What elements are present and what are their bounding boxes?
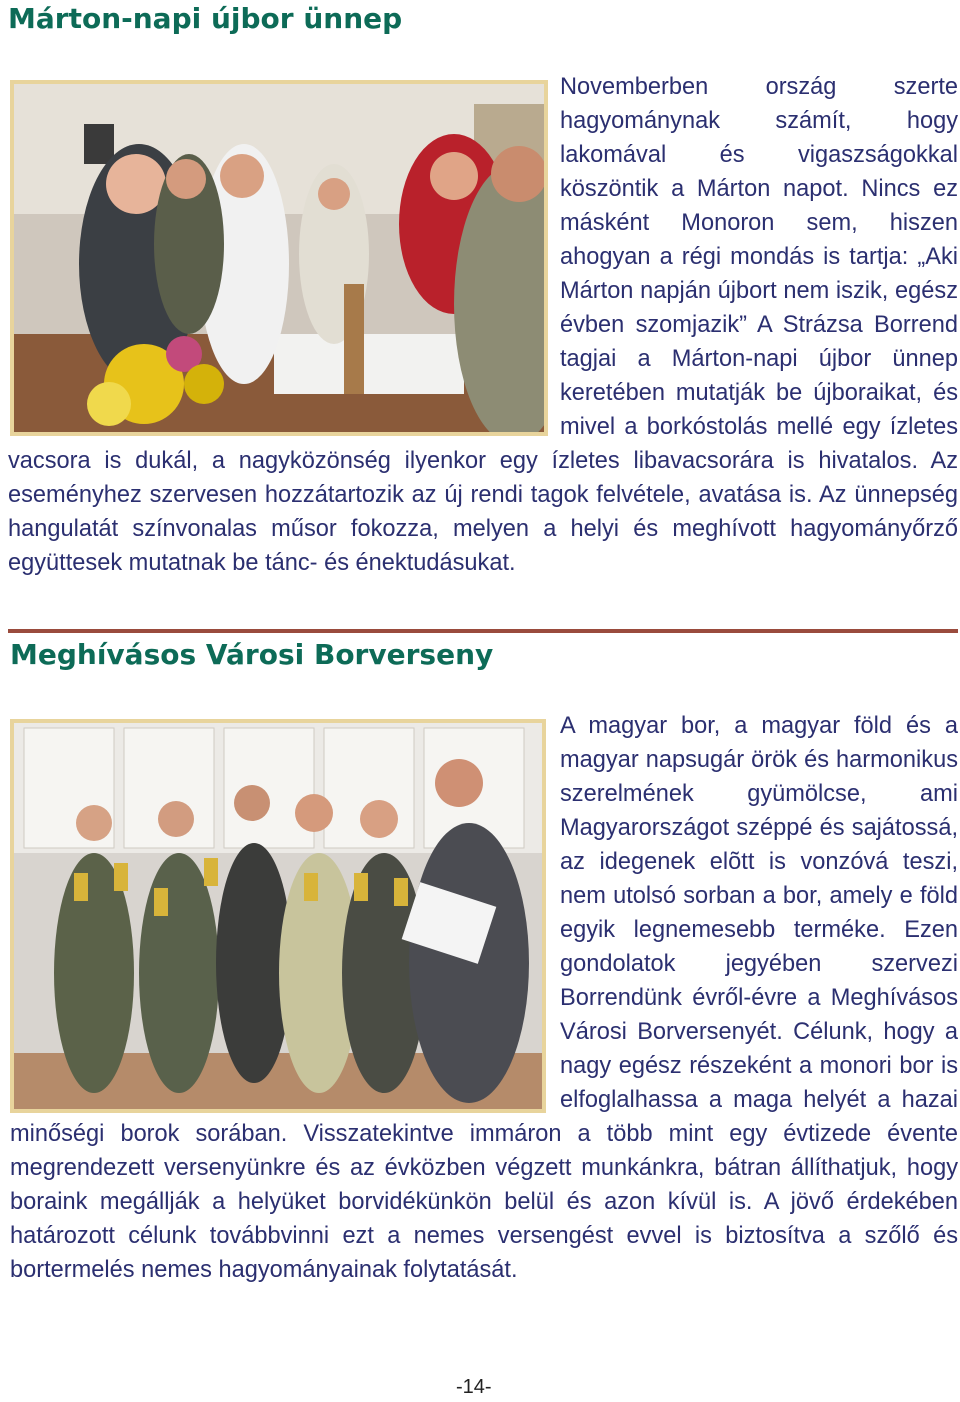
article-body-marton-nap <box>8 70 958 580</box>
article-body-marton-nap-text: Novemberben ország szerte hagyománynak számít, hogy lakomával és vigaszságokkal köszöntik a Márton napot. Nincs ez másként Monoron sem, hiszen ahogyan a régi mondás is tartja: „Aki Márton napján újbort nem iszik, egész évben szomjazik” A Strázsa Borrend tagjai a Márton-napi újbor ünnep keretében mutatják be újboraikat, és mivel a borkóstolás mellé egy ízletes vacsora is dukál, a nagyközönség ilyenkor egy ízletes libavacsorára is hivatalos. Az eseményhez szervesen hozzátartozik az új rendi tagok felvétele, avatása is. Az ünnepség hangulatát színvonalas műsor fokozza, melyen a helyi és meghívott hagyományőrző együttesek mutatnak be tánc- és énektudásukat. <box>8 74 958 576</box>
article-body-borverseny-text: A magyar bor, a magyar föld és a magyar napsugár örök és harmonikus szerelmének gyümölcse, ami Magyarországot széppé és sajátossá, az idegenek elõtt is vonzóvá teszi, nem utolsó sorban a bor, amely e föld egyik legnemesebb terméke. Ezen gondolatok jegyében szervezi Borrendünk évről-évre a Meghívásos Városi Borversenyét. Célunk, hogy a nagy egész részeként a monori bor is elfoglalhassa a maga helyét a hazai minőségi borok sorában. Visszatekintve immáron a több mint egy évtizede évente megrendezett versenyünkre és az évközben végzett munkánkra, bátran állíthatjuk, hogy boraink megállják a helyüket borvidékünkön belül és azon kívül is. A jövő érdekében határozott célunk továbbvinni ezt a nemes versengést evvel is biztosítva a szőlő és bortermelés nemes hagyományainak folytatását. <box>10 713 958 1283</box>
article-body-borverseny <box>10 709 958 1287</box>
photo-wrap-spacer <box>10 709 560 1113</box>
page-number: -14- <box>456 1376 492 1398</box>
section-divider <box>8 629 958 633</box>
article-title-borverseny: Meghívásos Városi Borverseny <box>10 638 494 671</box>
photo-wrap-spacer <box>8 70 560 440</box>
article-title-marton-nap: Márton-napi újbor ünnep <box>8 2 403 35</box>
